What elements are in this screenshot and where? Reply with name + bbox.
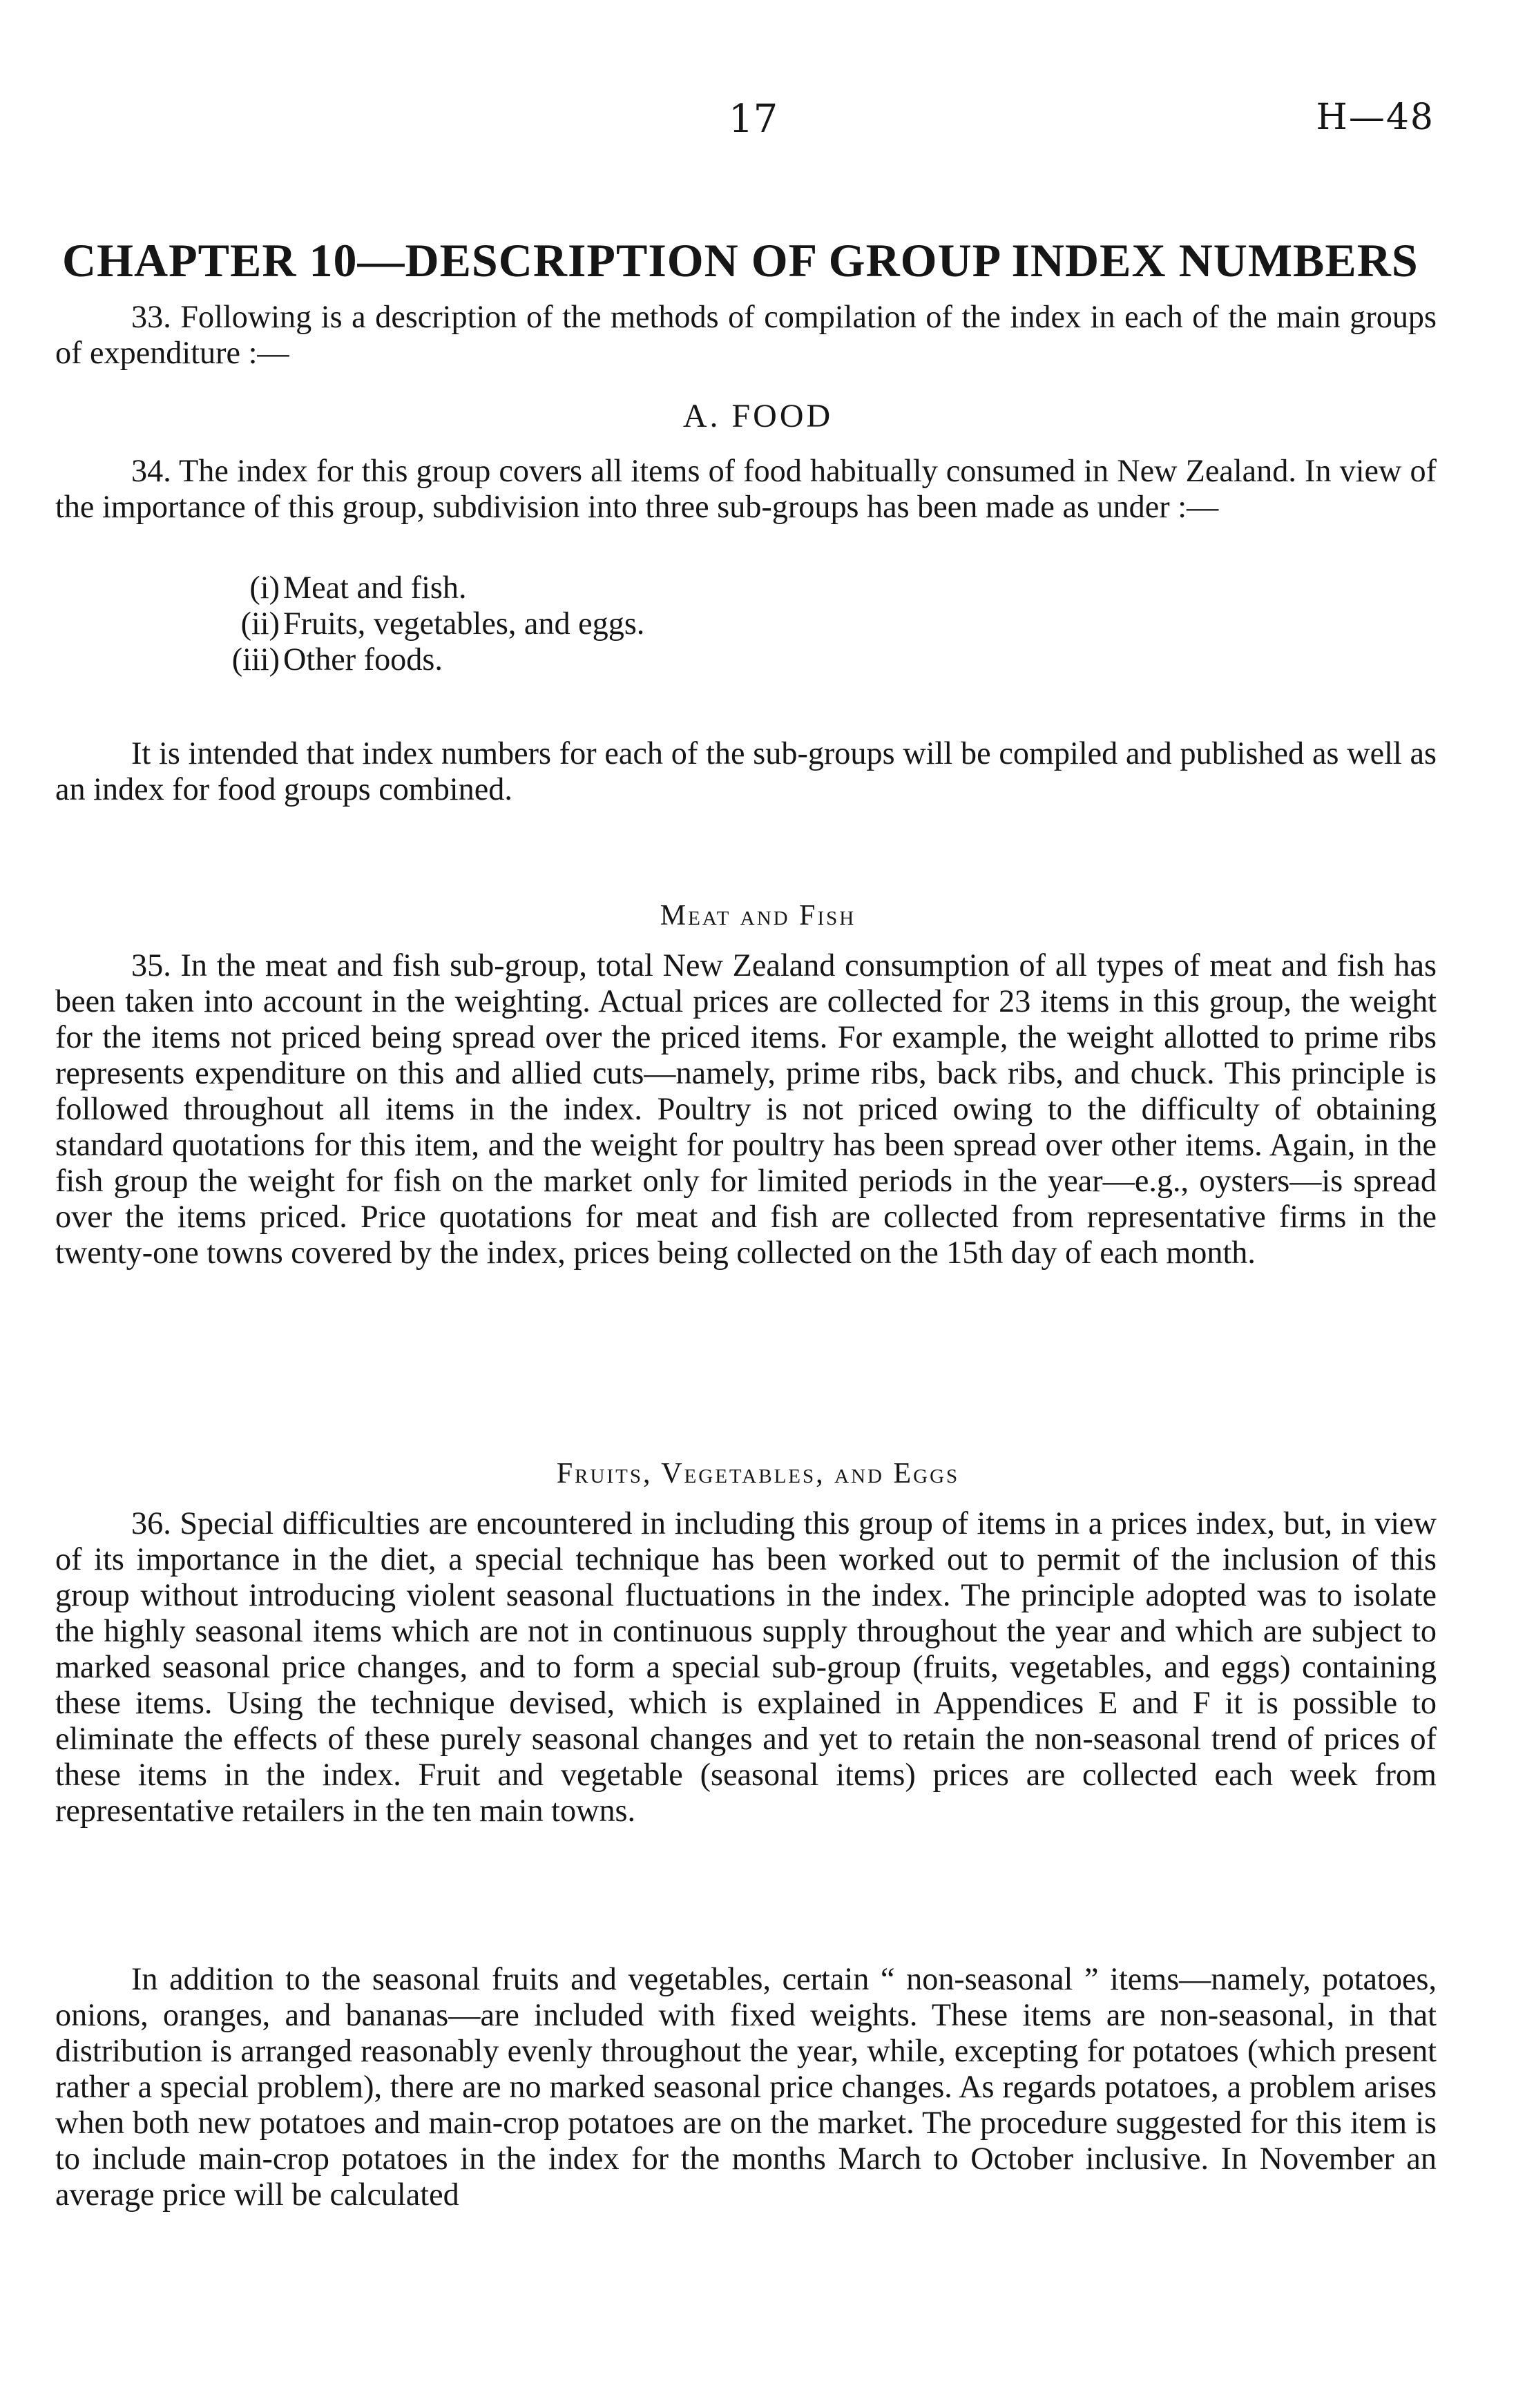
list-item-label: Fruits, vegetables, and eggs. — [283, 606, 645, 641]
section-heading-food: A. FOOD — [682, 398, 834, 434]
paragraph-36b: In addition to the seasonal fruits and vegetables, certain “ non-seasonal ” items—namely, potatoes, onions, oranges, and bananas—are included with fixed weights. These items are non-seasonal, in that distribution is arranged reasonably evenly throughout the year, while, excepting for potatoes (which present rather a special problem), there are no marked seasonal price changes. As regards potatoes, a problem arises when both new potatoes and main-crop potatoes are on the market. The procedure suggested for this item is to include main-crop potatoes in the index for the months March to October inclusive. In November an average price will be calculated — [55, 1961, 1437, 2212]
page-number: 17 — [729, 97, 778, 142]
section-heading-meat-and-fish: Meat and Fish — [660, 900, 856, 932]
paragraph-34b: It is intended that index numbers for each of the sub-groups will be compiled and published as well as an index for food groups combined. — [55, 735, 1437, 807]
list-item-number: (i) — [249, 570, 280, 605]
paragraph-33: 33. Following is a description of the methods of compilation of the index in each of the main groups of expenditure :— — [55, 299, 1437, 370]
list-item-number: (iii) — [231, 642, 280, 677]
page-header — [0, 97, 1516, 159]
list-item — [55, 570, 1091, 606]
paragraph-35: 35. In the meat and fish sub-group, total New Zealand consumption of all types of meat and fish has been taken into account in the weighting. Actual prices are collected for 23 items in this group, the weight for the items not priced being spread over the priced items. For example, the weight allotted to prime ribs represents expenditure on this and allied cuts—namely, prime ribs, back ribs, and chuck. This principle is followed throughout all items in the index. Poultry is not priced owing to the difficulty of obtaining standard quotations for this item, and the weight for poultry has been spread over other items. Again, in the fish group the weight for fish on the market only for limited periods in the year—e.g., oysters—is spread over the items priced. Price quotations for meat and fish are collected from representative firms in the twenty-one towns covered by the index, prices being collected on the 15th day of each month. — [55, 947, 1437, 1270]
subgroup-list — [55, 570, 1091, 677]
list-item-number: (ii) — [240, 606, 280, 641]
paragraph-36: 36. Special difficulties are encountered in including this group of items in a prices index, but, in view of its importance in the diet, a special technique has been worked out to permit of the inclusion of this group without introducing violent seasonal fluctuations in the index. The principle adopted was to isolate the highly seasonal items which are not in continuous supply throughout the year and which are subject to marked seasonal price changes, and to form a special sub-group (fruits, vegetables, and eggs) containing these items. Using the technique devised, which is explained in Appendices E and F it is possible to eliminate the effects of these purely seasonal changes and yet to retain the non-seasonal trend of prices of these items in the index. Fruit and vegetable (seasonal items) prices are collected each week from representative retailers in the ten main towns. — [55, 1505, 1437, 1828]
paragraph-34: 34. The index for this group covers all items of food habitually consumed in New Zealand. In view of the importance of this group, subdivision into three sub-groups has been made as under :— — [55, 453, 1437, 524]
chapter-title: CHAPTER 10—DESCRIPTION OF GROUP INDEX NUMBERS — [62, 234, 1419, 287]
document-reference: H—48 — [1316, 97, 1435, 138]
section-heading-fruits-vegetables-eggs: Fruits, Vegetables, and Eggs — [556, 1458, 960, 1490]
list-item-label: Other foods. — [283, 642, 443, 677]
list-item — [55, 606, 1091, 642]
list-item-label: Meat and fish. — [283, 570, 467, 605]
list-item — [55, 642, 1091, 677]
